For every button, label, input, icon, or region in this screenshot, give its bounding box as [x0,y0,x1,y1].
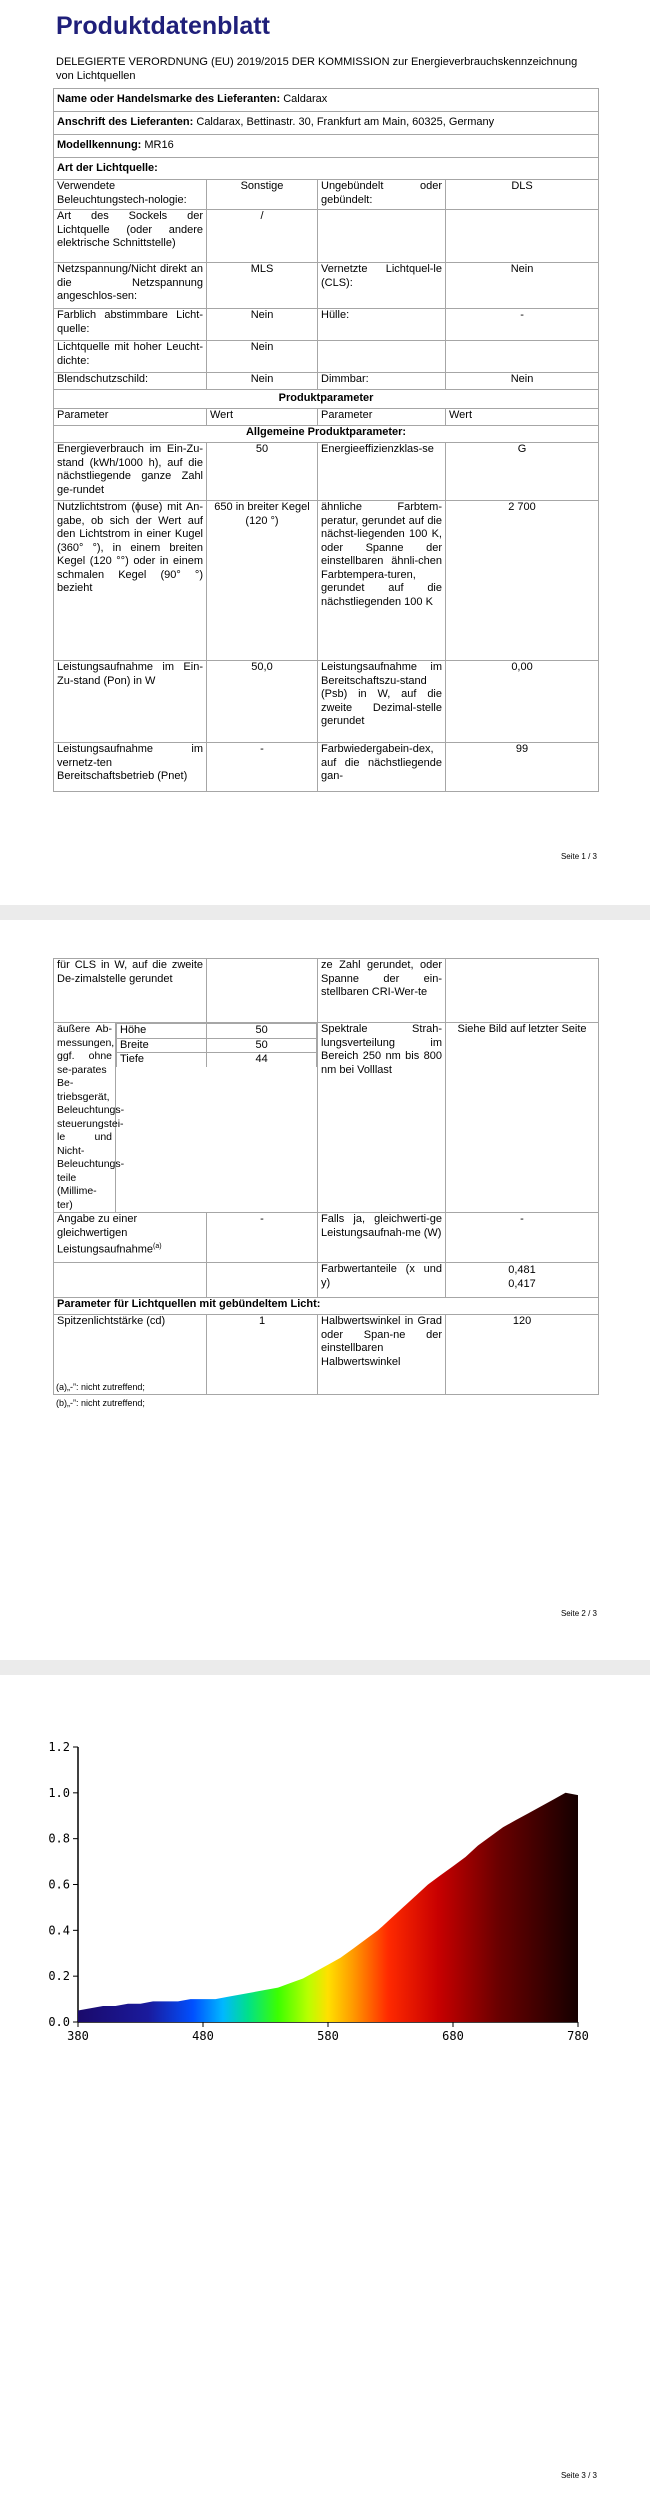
supplier-address-label: Anschrift des Lieferanten: [57,116,194,129]
networked-standby-label-cont: für CLS in W, auf die zweite De-zimalstelle gerundet [54,959,207,1023]
high-luminance-empty-value [446,341,599,373]
y-tick-label: 0.2 [48,1969,70,1984]
footnote-b: (b)„-”: nicht zutreffend; [56,1398,145,1408]
cri-value: 99 [446,743,599,792]
energy-consumption-label: Energieverbrauch im Ein-Zu-stand (kWh/1000 h), auf die nächstliegende ganze Zahl ge-rundet [54,443,207,501]
energy-consumption-value: 50 [207,443,318,501]
dim-name-depth: Tiefe [117,1053,207,1067]
tunable-label: Farblich abstimmbare Licht-quelle: [54,309,207,341]
document-title: Produktdatenblatt [56,12,270,40]
parameters-table-continued [53,958,599,1395]
x-tick-label: 780 [567,2029,589,2043]
equivalent-power-w-label: Falls ja, gleichwerti-ge Leistungsaufnah-me (W) [318,1213,446,1263]
type-row-value-1: Sonstige [207,180,318,210]
page-number-2: Seite 2 / 3 [560,1609,597,1618]
supplier-name-row [54,89,599,112]
dimensions-cell [116,1023,318,1213]
high-luminance-empty-label [318,341,446,373]
chromaticity-value [446,1263,599,1298]
equivalent-power-label: Angabe zu einer gleichwertigen Leistungsaufnahme$^{(a)}$ [54,1213,207,1263]
x-tick-label: 480 [192,2029,214,2043]
equivalent-power-value: - [207,1213,318,1263]
beam-angle-value: 120 [446,1315,599,1395]
high-luminance-value: Nein [207,341,318,373]
mains-value: MLS [207,263,318,309]
light-source-type-heading: Art der Lichtquelle: [54,158,599,180]
on-mode-power-label: Leistungsaufnahme im Ein-Zu-stand (Pon) in W [54,661,207,743]
y-tick-label: 0.6 [48,1877,70,1892]
networked-standby-label: Leistungsaufnahme im vernetz-ten Bereitschaftsbetrieb (Pnet) [54,743,207,792]
cls-label: Vernetzte Lichtquel-le (CLS): [318,263,446,309]
energy-class-label: Energieeffizienzklas-se [318,443,446,501]
cri-value-cont [446,959,599,1023]
chromaticity-empty-2 [207,1263,318,1298]
supplier-address-value: Caldarax, Bettinastr. 30, Frankfurt am Main, 60325, Germany [196,116,495,129]
luminous-flux-value: 650 in breiter Kegel (120 °) [207,501,318,661]
dimensions-table [116,1023,317,1067]
networked-standby-value-cont [207,959,318,1023]
supplier-address-row [54,112,599,135]
page-3 [0,1675,650,2510]
header-value-2: Wert [446,409,599,426]
standby-power-label: Leistungsaufnahme im Bereitschaftszu-stand (Psb) in W, auf die zweite Dezimal-stelle gerundet [318,661,446,743]
supplier-table [53,88,599,792]
spectral-distribution-chart [0,1725,650,2055]
cri-label-cont: ze Zahl gerundet, oder Spanne der ein-stellbaren CRI-Wer-te [318,959,446,1023]
chromaticity-label: Farbwertanteile (x und y) [318,1263,446,1298]
x-tick-label: 380 [67,2029,89,2043]
type-row-label-2: Ungebündelt oder gebündelt: [318,180,446,210]
page-number-1: Seite 1 / 3 [560,852,597,861]
antiglare-value: Nein [207,373,318,390]
footnote-a: (a)„-”: nicht zutreffend; [56,1382,145,1392]
peak-intensity-value: 1 [207,1315,318,1395]
header-parameter-2: Parameter [318,409,446,426]
type-row-value-2: DLS [446,180,599,210]
dimmable-label: Dimmbar: [318,373,446,390]
dim-value-depth: 44 [207,1053,317,1067]
product-parameters-heading: Produktparameter [54,390,599,409]
dim-name-width: Breite [117,1038,207,1053]
antiglare-label: Blendschutzschild: [54,373,207,390]
directional-section-heading: Parameter für Lichtquellen mit gebündeltem Licht: [54,1298,599,1315]
cct-label: ähnliche Farbtem-peratur, gerundet auf die nächst-liegenden 100 K, oder Spanne der einstellbaren ähnli-chen Farbtempera-turen, gerundet auf die nächstliegenden 100 K [318,501,446,661]
y-tick-label: 0.8 [48,1831,70,1846]
cls-value: Nein [446,263,599,309]
luminous-flux-label: Nutzlichtstrom (ɸuse) mit An-gabe, ob sich der Wert auf den Lichtstrom in einer Kugel (360° °), in einem breiten Kegel (120 °°) oder in einem schmalen Kegel (90° °) bezieht [54,501,207,661]
socket-label: Art des Sockels der Lichtquelle (oder andere elektrische Schnittstelle) [54,210,207,263]
networked-standby-value: - [207,743,318,792]
chromaticity-value-text: 0,481 0,417 [508,1264,536,1290]
chromaticity-empty-1 [54,1263,207,1298]
cri-label: Farbwiedergabein-dex, auf die nächstliegende gan- [318,743,446,792]
page-number-3: Seite 3 / 3 [560,2471,597,2480]
dim-value-height: 50 [207,1024,317,1039]
x-tick-label: 580 [317,2029,339,2043]
envelope-value: - [446,309,599,341]
mains-label: Netzspannung/Nicht direkt an die Netzspannung angeschlos-sen: [54,263,207,309]
beam-angle-label: Halbwertswinkel in Grad oder Span-ne der einstellbaren Halbwertswinkel [318,1315,446,1395]
socket-value: / [207,210,318,263]
model-value: MR16 [144,139,174,152]
y-tick-label: 1.0 [48,1785,70,1800]
socket-empty-label [318,210,446,263]
model-row [54,135,599,158]
peak-intensity-label: Spitzenlichtstärke (cd) [54,1315,207,1395]
supplier-name-label: Name oder Handelsmarke des Lieferanten: [57,93,281,106]
page-2 [0,920,650,1660]
tunable-value: Nein [207,309,318,341]
spectral-distribution-value: Siehe Bild auf letzter Seite [446,1023,599,1213]
dimensions-label: äußere Ab-messungen, ggf. ohne se-parates Be-triebsgerät, Beleuchtungs-steuerungstei-le und Nicht-Beleuchtungs-teile (Millime-ter) [54,1023,116,1213]
high-luminance-label: Lichtquelle mit hoher Leucht-dichte: [54,341,207,373]
x-tick-label: 680 [442,2029,464,2043]
y-tick-label: 1.2 [48,1740,70,1754]
dim-name-height: Höhe [117,1024,207,1039]
equivalent-power-w-value: - [446,1213,599,1263]
supplier-name-value: Caldarax [283,93,328,106]
page-1 [0,0,650,905]
energy-class-value: G [446,443,599,501]
header-parameter-1: Parameter [54,409,207,426]
header-value-1: Wert [207,409,318,426]
general-parameters-heading: Allgemeine Produktparameter: [54,426,599,443]
dim-value-width: 50 [207,1038,317,1053]
document-subtitle: DELEGIERTE VERORDNUNG (EU) 2019/2015 DER KOMMISSION zur Energieverbrauchskennzeichnung von Lichtquellen [56,56,578,82]
envelope-label: Hülle: [318,309,446,341]
dimmable-value: Nein [446,373,599,390]
cct-value: 2 700 [446,501,599,661]
socket-empty-value [446,210,599,263]
y-tick-label: 0.4 [48,1923,70,1938]
type-row-label-1: Verwendete Beleuchtungstech-nologie: [54,180,207,210]
model-label: Modellkennung: [57,139,142,152]
y-tick-label: 0.0 [48,2015,70,2029]
spectrum-area [78,1793,578,2022]
standby-power-value: 0,00 [446,661,599,743]
spectral-distribution-label: Spektrale Strah-lungsverteilung im Bereich 250 nm bis 800 nm bei Volllast [318,1023,446,1213]
on-mode-power-value: 50,0 [207,661,318,743]
